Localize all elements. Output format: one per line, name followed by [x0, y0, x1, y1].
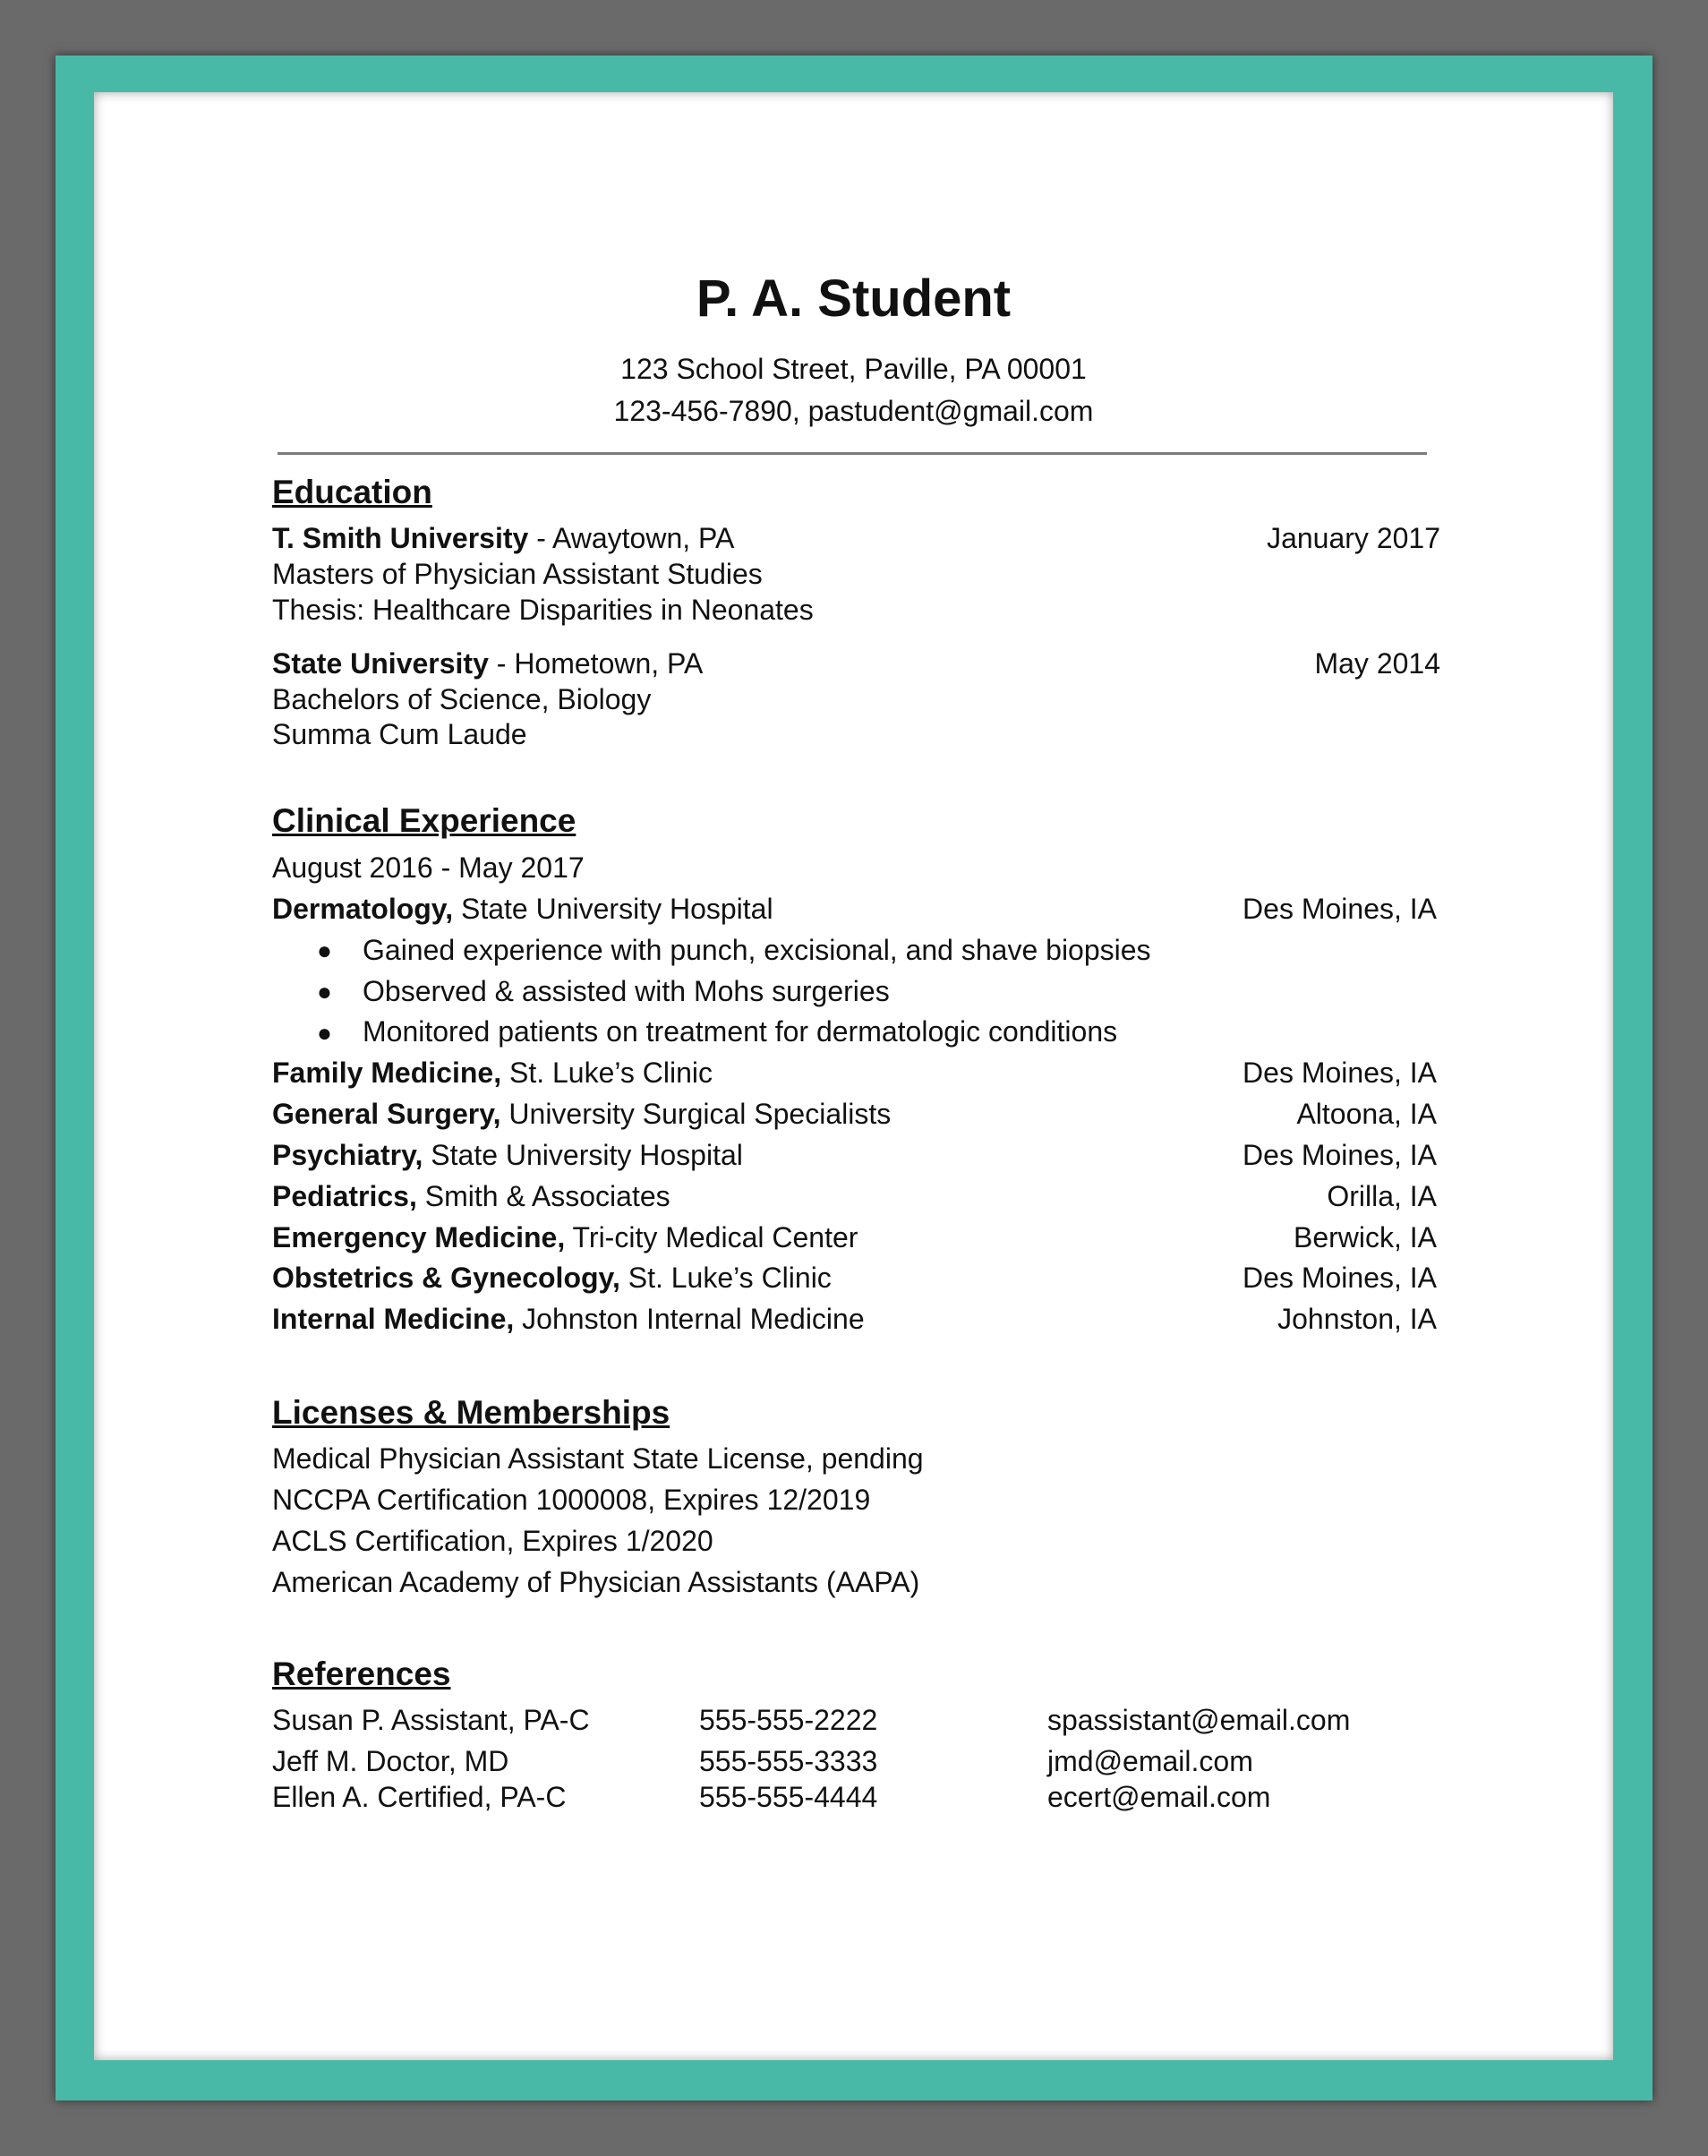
bullet-icon: ● — [317, 978, 332, 1005]
rotation-site: Tri-city Medical Center — [565, 1221, 858, 1253]
school-name: State University — [272, 647, 489, 680]
bullet-item: Observed & assisted with Mohs surgeries — [363, 975, 890, 1007]
rotation-internal-medicine — [272, 1305, 865, 1333]
education-degree-1: Masters of Physician Assistant Studies — [272, 558, 763, 590]
license-item: Medical Physician Assistant State License, pending — [272, 1442, 924, 1475]
address-line: 123 School Street, Paville, PA 00001 — [620, 353, 1087, 385]
phone-email-line: 123-456-7890, pastudent@gmail.com — [613, 395, 1094, 427]
license-item: NCCPA Certification 1000008, Expires 12/2019 — [272, 1484, 871, 1516]
header-divider — [278, 452, 1427, 455]
education-thesis-1: Thesis: Healthcare Disparities in Neonates — [272, 594, 814, 626]
bullet-icon: ● — [317, 1019, 332, 1047]
reference-name: Susan P. Assistant, PA-C — [272, 1704, 590, 1736]
reference-email: spassistant@email.com — [1047, 1704, 1351, 1736]
references-heading: References — [272, 1656, 451, 1692]
license-item: ACLS Certification, Expires 1/2020 — [272, 1525, 713, 1557]
education-school-1 — [272, 524, 734, 552]
membership-item: American Academy of Physician Assistants (AAPA) — [272, 1566, 920, 1598]
school-name: T. Smith University — [272, 522, 529, 554]
clinical-dates: August 2016 - May 2017 — [272, 851, 585, 884]
education-degree-2: Bachelors of Science, Biology — [272, 683, 652, 715]
rotation-dermatology — [272, 894, 773, 923]
rotation-location: Johnston, IA — [1277, 1303, 1437, 1335]
education-heading: Education — [272, 474, 432, 510]
rotation-general-surgery — [272, 1099, 891, 1128]
clinical-heading: Clinical Experience — [272, 802, 576, 839]
education-date-2: May 2014 — [1314, 647, 1440, 680]
rotation-specialty: General Surgery, — [272, 1098, 501, 1130]
reference-email: jmd@email.com — [1047, 1745, 1253, 1777]
rotation-site: State University Hospital — [423, 1139, 743, 1171]
rotation-location: Des Moines, IA — [1243, 1262, 1437, 1294]
rotation-site: Smith & Associates — [416, 1180, 670, 1212]
bullet-item: Gained experience with punch, excisional, and shave biopsies — [363, 934, 1151, 966]
rotation-family-medicine — [272, 1058, 713, 1087]
rotation-location: Berwick, IA — [1293, 1221, 1437, 1253]
rotation-location: Des Moines, IA — [1243, 893, 1437, 925]
reference-name: Ellen A. Certified, PA-C — [272, 1781, 567, 1813]
rotation-location: Altoona, IA — [1296, 1098, 1437, 1130]
resume-page — [94, 92, 1613, 2060]
education-date-1: January 2017 — [1267, 522, 1440, 554]
rotation-location: Des Moines, IA — [1243, 1139, 1437, 1171]
licenses-heading: Licenses & Memberships — [272, 1394, 670, 1431]
rotation-obgyn — [272, 1263, 832, 1292]
rotation-site: State University Hospital — [453, 893, 773, 925]
education-honors-2: Summa Cum Laude — [272, 718, 527, 750]
rotation-specialty: Dermatology, — [272, 893, 454, 925]
rotation-specialty: Obstetrics & Gynecology, — [272, 1262, 620, 1294]
school-location: - Hometown, PA — [488, 647, 704, 680]
education-school-2 — [272, 649, 703, 678]
rotation-location: Orilla, IA — [1327, 1180, 1437, 1212]
reference-phone: 555-555-2222 — [699, 1704, 878, 1736]
reference-phone: 555-555-4444 — [699, 1781, 878, 1813]
reference-phone: 555-555-3333 — [699, 1745, 878, 1777]
rotation-specialty: Psychiatry, — [272, 1139, 423, 1171]
rotation-site: St. Luke’s Clinic — [619, 1262, 832, 1294]
reference-email: ecert@email.com — [1047, 1781, 1271, 1813]
rotation-pediatrics — [272, 1182, 670, 1211]
rotation-specialty: Family Medicine, — [272, 1057, 502, 1089]
candidate-name: P. A. Student — [696, 270, 1012, 328]
rotation-psychiatry — [272, 1141, 743, 1169]
bullet-icon: ● — [317, 937, 332, 964]
rotation-specialty: Pediatrics, — [272, 1180, 417, 1212]
school-location: - Awaytown, PA — [528, 522, 735, 554]
rotation-site: St. Luke’s Clinic — [501, 1057, 713, 1089]
rotation-site: University Surgical Specialists — [500, 1098, 892, 1130]
rotation-location: Des Moines, IA — [1243, 1057, 1437, 1089]
rotation-specialty: Emergency Medicine, — [272, 1221, 566, 1253]
rotation-site: Johnston Internal Medicine — [514, 1303, 865, 1335]
rotation-specialty: Internal Medicine, — [272, 1303, 515, 1335]
bullet-item: Monitored patients on treatment for dermatologic conditions — [363, 1015, 1118, 1048]
reference-name: Jeff M. Doctor, MD — [272, 1745, 509, 1777]
rotation-emergency-medicine — [272, 1223, 858, 1252]
